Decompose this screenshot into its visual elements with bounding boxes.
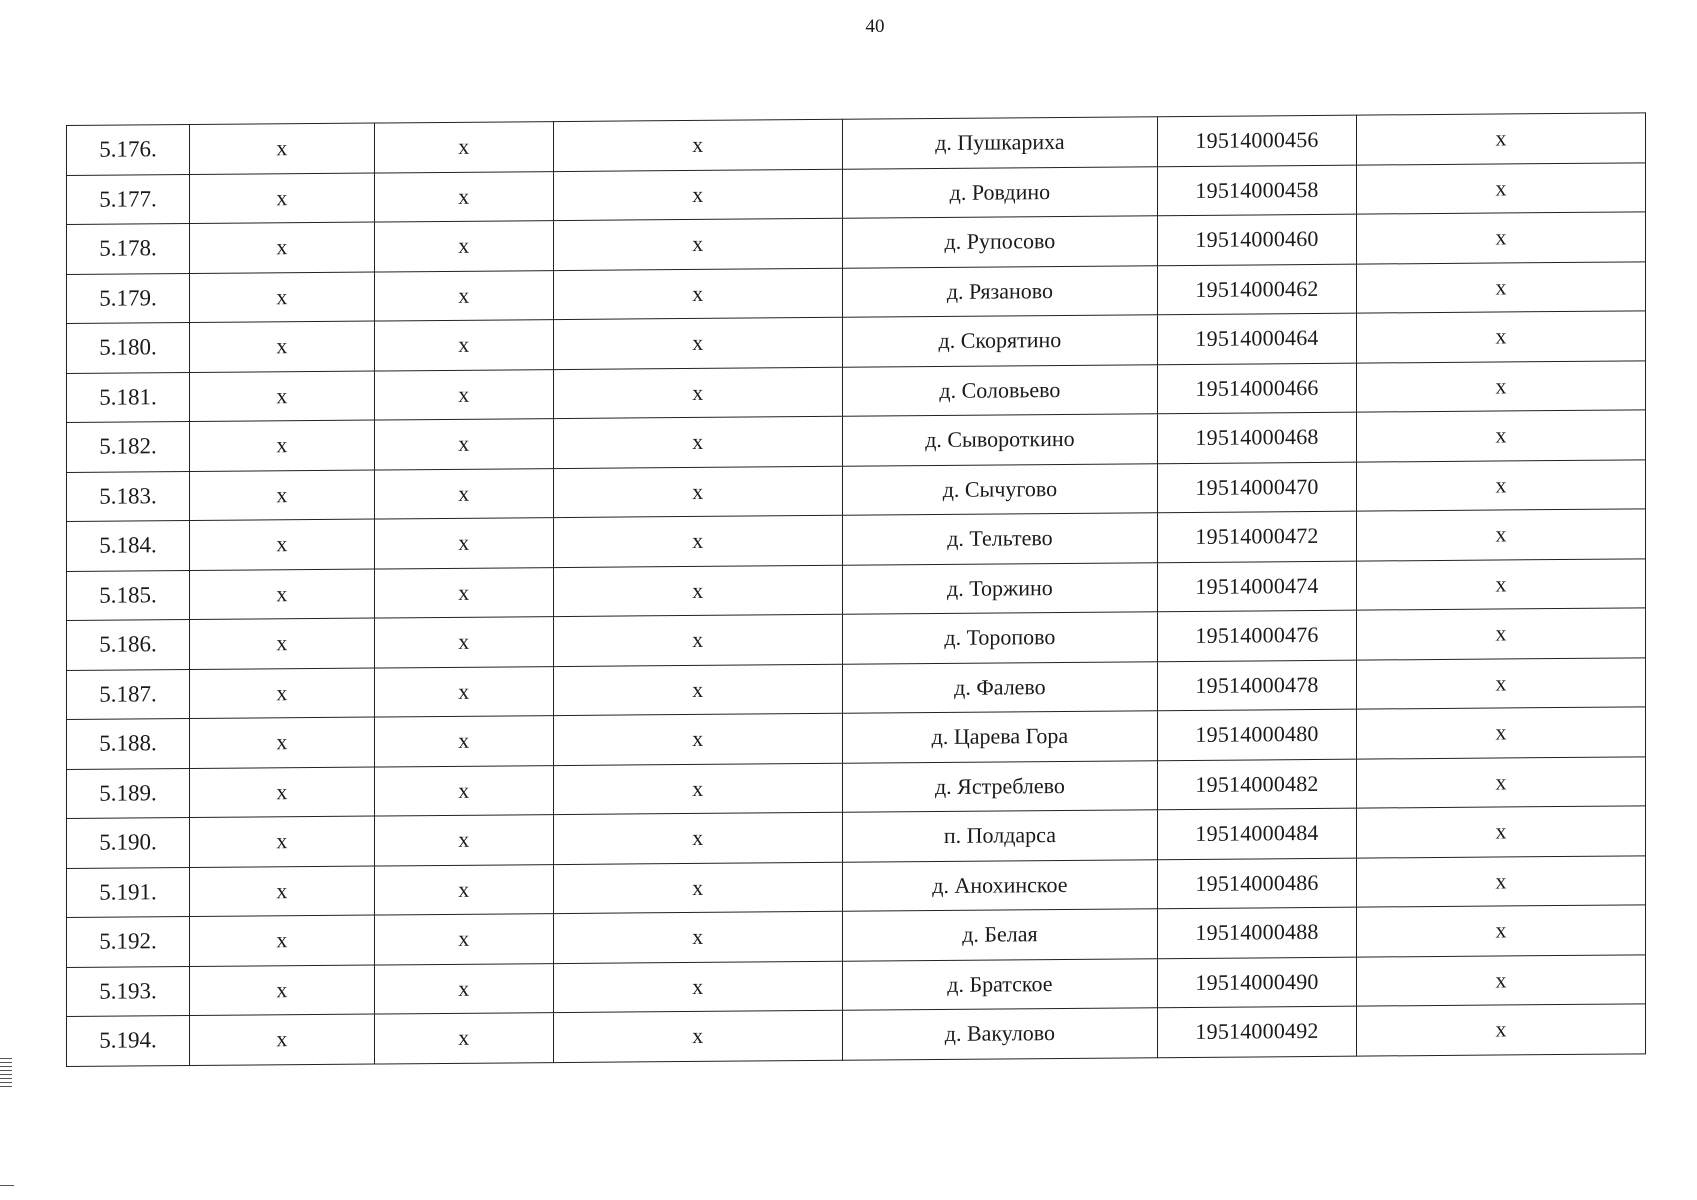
column-7-cell: x: [1356, 1004, 1645, 1056]
settlement-name-cell: д. Белая: [842, 909, 1157, 961]
row-number-cell: 5.187.: [67, 669, 190, 719]
settlements-table-wrapper: [66, 112, 1646, 1066]
column-2-cell: x: [190, 173, 375, 224]
column-2-cell: x: [190, 272, 375, 323]
oktmo-code-cell: 19514000476: [1158, 610, 1357, 661]
oktmo-code-cell: 19514000488: [1158, 907, 1357, 958]
row-number-cell: 5.186.: [67, 620, 190, 670]
oktmo-code-cell: 19514000490: [1158, 957, 1357, 1008]
column-7-cell: x: [1356, 311, 1645, 363]
column-7-cell: x: [1356, 608, 1645, 660]
column-3-cell: x: [374, 320, 553, 371]
column-2-cell: x: [190, 816, 375, 867]
settlement-name-cell: д. Фалево: [842, 661, 1157, 713]
column-3-cell: x: [374, 914, 553, 965]
column-2-cell: x: [190, 123, 375, 174]
settlement-name-cell: д. Сычугово: [842, 463, 1157, 515]
column-4-cell: x: [553, 169, 842, 221]
row-number-cell: 5.180.: [67, 323, 190, 373]
column-3-cell: x: [374, 270, 553, 321]
oktmo-code-cell: 19514000470: [1158, 462, 1357, 513]
column-2-cell: x: [190, 321, 375, 372]
page-number: 40: [865, 16, 885, 37]
column-4-cell: x: [553, 466, 842, 518]
oktmo-code-cell: 19514000480: [1158, 709, 1357, 760]
column-4-cell: x: [553, 911, 842, 963]
row-number-cell: 5.194.: [67, 1016, 190, 1066]
column-2-cell: x: [190, 1014, 375, 1065]
column-3-cell: x: [374, 122, 553, 173]
column-3-cell: x: [374, 864, 553, 915]
oktmo-code-cell: 19514000474: [1158, 561, 1357, 612]
column-3-cell: x: [374, 419, 553, 470]
settlement-name-cell: д. Торжино: [842, 562, 1157, 614]
row-number-cell: 5.178.: [67, 224, 190, 274]
column-3-cell: x: [374, 221, 553, 272]
column-7-cell: x: [1356, 558, 1645, 610]
oktmo-code-cell: 19514000460: [1158, 214, 1357, 265]
column-3-cell: x: [374, 815, 553, 866]
row-number-cell: 5.179.: [67, 273, 190, 323]
settlement-name-cell: д. Сывороткино: [842, 414, 1157, 466]
oktmo-code-cell: 19514000464: [1158, 313, 1357, 364]
row-number-cell: 5.185.: [67, 570, 190, 620]
column-7-cell: x: [1356, 212, 1645, 264]
column-2-cell: x: [190, 866, 375, 917]
column-7-cell: x: [1356, 410, 1645, 462]
column-2-cell: x: [190, 519, 375, 570]
column-7-cell: x: [1356, 707, 1645, 759]
column-7-cell: x: [1356, 360, 1645, 412]
column-4-cell: x: [553, 763, 842, 815]
column-3-cell: x: [374, 468, 553, 519]
column-7-cell: x: [1356, 509, 1645, 561]
column-7-cell: x: [1356, 162, 1645, 214]
column-3-cell: x: [374, 1013, 553, 1064]
oktmo-code-cell: 19514000492: [1158, 1006, 1357, 1057]
column-3-cell: x: [374, 765, 553, 816]
scan-margin-line: [0, 1185, 14, 1186]
row-number-cell: 5.182.: [67, 422, 190, 472]
column-4-cell: x: [553, 515, 842, 567]
column-2-cell: x: [190, 915, 375, 966]
settlement-name-cell: д. Тельтево: [842, 513, 1157, 565]
column-2-cell: x: [190, 222, 375, 273]
settlement-name-cell: д. Царева Гора: [842, 711, 1157, 763]
scan-margin-marks: [0, 1058, 12, 1090]
table-body: [67, 113, 1646, 1066]
column-4-cell: x: [553, 812, 842, 864]
oktmo-code-cell: 19514000482: [1158, 759, 1357, 810]
oktmo-code-cell: 19514000456: [1158, 115, 1357, 166]
row-number-cell: 5.190.: [67, 818, 190, 868]
column-2-cell: x: [190, 767, 375, 818]
oktmo-code-cell: 19514000466: [1158, 363, 1357, 414]
column-4-cell: x: [553, 664, 842, 716]
settlement-name-cell: д. Ровдино: [842, 166, 1157, 218]
column-4-cell: x: [553, 218, 842, 270]
column-7-cell: x: [1356, 855, 1645, 907]
column-2-cell: x: [190, 618, 375, 669]
column-7-cell: x: [1356, 756, 1645, 808]
column-2-cell: x: [190, 668, 375, 719]
column-3-cell: x: [374, 716, 553, 767]
oktmo-code-cell: 19514000468: [1158, 412, 1357, 463]
settlement-name-cell: д. Анохинское: [842, 859, 1157, 911]
column-4-cell: x: [553, 416, 842, 468]
column-4-cell: x: [553, 862, 842, 914]
column-4-cell: x: [553, 1010, 842, 1062]
settlements-table: [66, 112, 1646, 1066]
column-7-cell: x: [1356, 261, 1645, 313]
column-3-cell: x: [374, 171, 553, 222]
column-3-cell: x: [374, 617, 553, 668]
settlement-name-cell: д. Скорятино: [842, 315, 1157, 367]
row-number-cell: 5.181.: [67, 372, 190, 422]
oktmo-code-cell: 19514000484: [1158, 808, 1357, 859]
column-7-cell: x: [1356, 905, 1645, 957]
settlement-name-cell: д. Пушкариха: [842, 117, 1157, 169]
row-number-cell: 5.192.: [67, 917, 190, 967]
settlement-name-cell: д. Соловьево: [842, 364, 1157, 416]
row-number-cell: 5.176.: [67, 125, 190, 175]
column-2-cell: x: [190, 569, 375, 620]
settlement-name-cell: п. Полдарса: [842, 810, 1157, 862]
column-4-cell: x: [553, 119, 842, 171]
settlement-name-cell: д. Братское: [842, 958, 1157, 1010]
column-4-cell: x: [553, 614, 842, 666]
column-4-cell: x: [553, 268, 842, 320]
column-7-cell: x: [1356, 459, 1645, 511]
column-4-cell: x: [553, 961, 842, 1013]
column-3-cell: x: [374, 369, 553, 420]
column-4-cell: x: [553, 713, 842, 765]
column-7-cell: x: [1356, 657, 1645, 709]
column-4-cell: x: [553, 565, 842, 617]
column-3-cell: x: [374, 518, 553, 569]
settlement-name-cell: д. Торопово: [842, 612, 1157, 664]
oktmo-code-cell: 19514000486: [1158, 858, 1357, 909]
column-2-cell: x: [190, 371, 375, 422]
column-4-cell: x: [553, 317, 842, 369]
row-number-cell: 5.188.: [67, 719, 190, 769]
settlement-name-cell: д. Рупосово: [842, 216, 1157, 268]
column-4-cell: x: [553, 367, 842, 419]
column-2-cell: x: [190, 717, 375, 768]
column-7-cell: x: [1356, 954, 1645, 1006]
row-number-cell: 5.184.: [67, 521, 190, 571]
column-7-cell: x: [1356, 113, 1645, 165]
column-2-cell: x: [190, 965, 375, 1016]
row-number-cell: 5.183.: [67, 471, 190, 521]
row-number-cell: 5.191.: [67, 867, 190, 917]
oktmo-code-cell: 19514000472: [1158, 511, 1357, 562]
column-2-cell: x: [190, 420, 375, 471]
row-number-cell: 5.193.: [67, 966, 190, 1016]
column-2-cell: x: [190, 470, 375, 521]
oktmo-code-cell: 19514000478: [1158, 660, 1357, 711]
settlement-name-cell: д. Вакулово: [842, 1008, 1157, 1060]
row-number-cell: 5.189.: [67, 768, 190, 818]
oktmo-code-cell: 19514000458: [1158, 165, 1357, 216]
column-3-cell: x: [374, 963, 553, 1014]
settlement-name-cell: д. Рязаново: [842, 265, 1157, 317]
oktmo-code-cell: 19514000462: [1158, 264, 1357, 315]
column-3-cell: x: [374, 666, 553, 717]
column-3-cell: x: [374, 567, 553, 618]
settlement-name-cell: д. Ястреблево: [842, 760, 1157, 812]
row-number-cell: 5.177.: [67, 174, 190, 224]
column-7-cell: x: [1356, 806, 1645, 858]
